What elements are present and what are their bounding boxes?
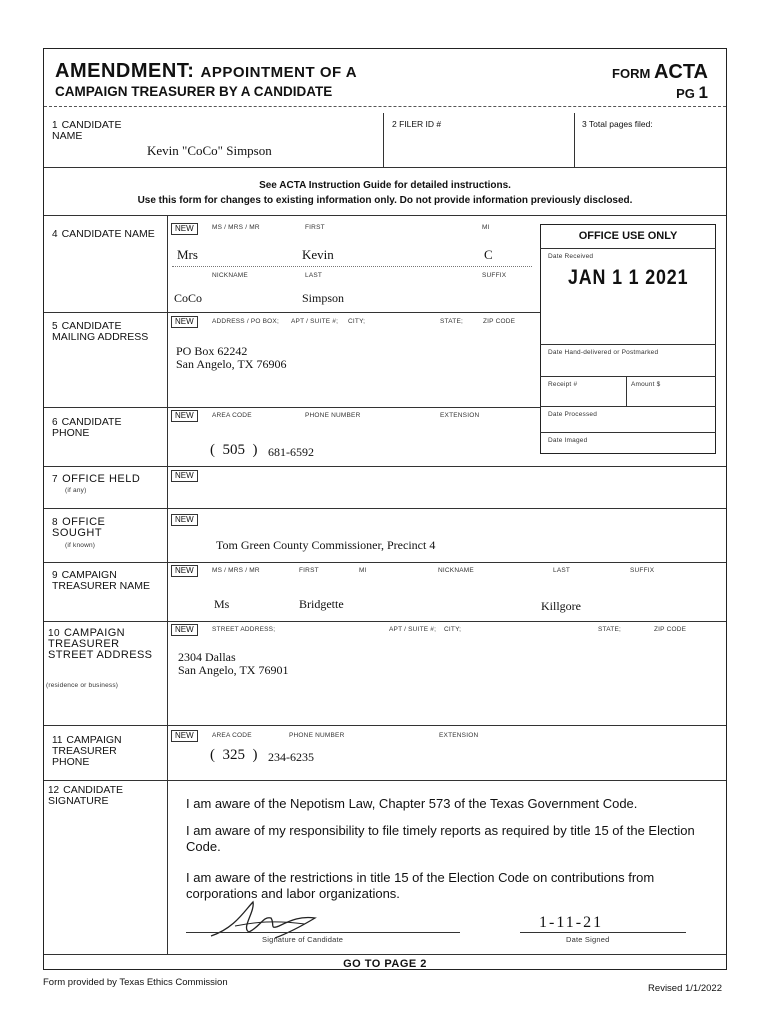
sub-nickname: NICKNAME bbox=[212, 272, 248, 279]
section9-label: 9 CAMPAIGN TREASURER NAME bbox=[52, 569, 151, 592]
sub-phone: PHONE NUMBER bbox=[305, 412, 361, 419]
section11-label: 11 CAMPAIGN TREASURER PHONE bbox=[52, 734, 122, 768]
contributions-declaration: I am aware of the restrictions in title 15 of the Election Code on contributions from corporations and labor organizations. bbox=[186, 870, 655, 901]
candidate-title-value: Mrs bbox=[177, 247, 198, 262]
divider bbox=[172, 266, 532, 267]
treasurer-last-value: Killgore bbox=[541, 599, 581, 613]
sub-last: LAST bbox=[553, 567, 571, 574]
sub-last: LAST bbox=[305, 272, 323, 279]
treasurer-phone-area: ( 325 ) bbox=[210, 747, 258, 763]
candidate-name-value: Kevin "CoCo" Simpson bbox=[147, 143, 272, 158]
total-pages-label: 3 Total pages filed: bbox=[582, 119, 653, 129]
sub-title: MS / MRS / MR bbox=[212, 224, 260, 231]
processed-label: Date Processed bbox=[548, 411, 598, 418]
candidate-name-label: 1 CANDIDATE NAME bbox=[52, 119, 122, 142]
received-stamp: JAN 1 1 2021 bbox=[568, 266, 689, 289]
date-signed-caption: Date Signed bbox=[566, 935, 610, 944]
divider bbox=[44, 466, 726, 467]
timely-reports-declaration: I am aware of my responsibility to file timely reports as required by title 15 of the Election Code. bbox=[186, 823, 695, 854]
divider bbox=[540, 432, 716, 433]
sub-title: MS / MRS / MR bbox=[212, 567, 260, 574]
sub-zip: ZIP CODE bbox=[483, 318, 516, 325]
divider bbox=[383, 113, 384, 167]
sub-first: FIRST bbox=[305, 224, 325, 231]
divider bbox=[44, 167, 726, 168]
header-divider bbox=[44, 106, 726, 107]
sub-city: CITY; bbox=[444, 626, 462, 633]
new-checkbox[interactable]: NEW bbox=[171, 410, 198, 422]
footer-provided: Form provided by Texas Ethics Commission bbox=[43, 977, 228, 988]
candidate-phone-area: ( 505 ) bbox=[210, 442, 258, 458]
form-subtitle: CAMPAIGN TREASURER BY A CANDIDATE bbox=[55, 84, 333, 99]
section6-label: 6 CANDIDATE PHONE bbox=[52, 416, 122, 439]
divider bbox=[540, 406, 716, 407]
sub-area-code: AREA CODE bbox=[212, 732, 252, 739]
sub-first: FIRST bbox=[299, 567, 319, 574]
divider bbox=[186, 932, 460, 933]
sub-nickname: NICKNAME bbox=[438, 567, 474, 574]
sub-apt: APT / SUITE #; bbox=[389, 626, 437, 633]
filer-id-label: 2 FILER ID # bbox=[392, 119, 442, 129]
section4-label: 4 CANDIDATE NAME bbox=[52, 228, 155, 240]
receipt-label: Receipt # bbox=[548, 381, 578, 388]
section8-label: 8 OFFICE SOUGHT bbox=[52, 516, 106, 539]
treasurer-address-line1: 2304 Dallas bbox=[178, 650, 236, 664]
nepotism-declaration: I am aware of the Nepotism Law, Chapter 573 of the Texas Government Code. bbox=[186, 796, 638, 811]
footer-revised: Revised 1/1/2022 bbox=[648, 983, 722, 994]
sub-mi: MI bbox=[482, 224, 490, 231]
treasurer-first-value: Bridgette bbox=[299, 597, 344, 611]
divider bbox=[574, 113, 575, 167]
section12-label: 12 CANDIDATE SIGNATURE bbox=[48, 784, 124, 807]
sub-suffix: SUFFIX bbox=[630, 567, 655, 574]
new-checkbox[interactable]: NEW bbox=[171, 730, 198, 742]
section10-sub: (residence or business) bbox=[46, 682, 119, 689]
divider bbox=[44, 562, 726, 563]
sub-mi: MI bbox=[359, 567, 367, 574]
section5-label: 5 CANDIDATE MAILING ADDRESS bbox=[52, 320, 149, 343]
signature-caption: Signature of Candidate bbox=[262, 935, 344, 944]
section7-sub: (if any) bbox=[65, 487, 87, 494]
hand-delivered-label: Date Hand-delivered or Postmarked bbox=[548, 349, 659, 356]
amount-label: Amount $ bbox=[631, 381, 661, 388]
new-checkbox[interactable]: NEW bbox=[171, 624, 198, 636]
divider bbox=[540, 344, 716, 345]
sub-address: ADDRESS / PO BOX; bbox=[212, 318, 279, 325]
office-use-title: OFFICE USE ONLY bbox=[578, 230, 678, 242]
divider bbox=[44, 621, 726, 622]
go-to-page-2: GO TO PAGE 2 bbox=[343, 958, 427, 970]
sub-street: STREET ADDRESS; bbox=[212, 626, 276, 633]
divider bbox=[520, 932, 686, 933]
new-checkbox[interactable]: NEW bbox=[171, 514, 198, 526]
divider bbox=[540, 376, 716, 377]
divider bbox=[540, 248, 716, 249]
divider bbox=[44, 407, 540, 408]
divider bbox=[44, 725, 726, 726]
section7-label: 7 OFFICE HELD bbox=[52, 473, 141, 485]
sub-area-code: AREA CODE bbox=[212, 412, 252, 419]
candidate-nickname-value: CoCo bbox=[174, 291, 203, 305]
new-checkbox[interactable]: NEW bbox=[171, 316, 198, 328]
candidate-mi-value: C bbox=[484, 247, 493, 262]
sub-zip: ZIP CODE bbox=[654, 626, 687, 633]
sub-state: STATE; bbox=[598, 626, 621, 633]
office-sought-value: Tom Green County Commissioner, Precinct 4 bbox=[216, 538, 436, 552]
divider bbox=[44, 954, 726, 955]
instructions-line2: Use this form for changes to existing information only. Do not provide information previously disclosed. bbox=[137, 195, 633, 206]
date-received-label: Date Received bbox=[548, 253, 594, 260]
form-code: FORM ACTA bbox=[612, 61, 708, 83]
section8-sub: (if known) bbox=[65, 542, 96, 549]
sub-city: CITY; bbox=[348, 318, 366, 325]
treasurer-title-value: Ms bbox=[214, 597, 230, 611]
new-checkbox[interactable]: NEW bbox=[171, 565, 198, 577]
sub-suffix: SUFFIX bbox=[482, 272, 507, 279]
divider bbox=[626, 376, 627, 406]
treasurer-phone-number: 234-6235 bbox=[268, 750, 314, 764]
candidate-phone-number: 681-6592 bbox=[268, 445, 314, 459]
sub-extension: EXTENSION bbox=[440, 412, 480, 419]
divider bbox=[44, 312, 540, 313]
divider bbox=[167, 215, 168, 955]
date-signed-value: 1-11-21 bbox=[539, 914, 604, 931]
section10-label: 10 CAMPAIGN TREASURER STREET ADDRESS bbox=[48, 627, 153, 661]
imaged-label: Date Imaged bbox=[548, 437, 588, 444]
divider bbox=[44, 215, 726, 216]
new-checkbox[interactable]: NEW bbox=[171, 223, 198, 235]
sub-phone: PHONE NUMBER bbox=[289, 732, 345, 739]
instructions-line1: See ACTA Instruction Guide for detailed instructions. bbox=[259, 180, 511, 191]
sub-extension: EXTENSION bbox=[439, 732, 479, 739]
divider bbox=[44, 780, 726, 781]
candidate-address-line2: San Angelo, TX 76906 bbox=[176, 357, 287, 371]
page-number: PG 1 bbox=[676, 83, 708, 102]
candidate-address-line1: PO Box 62242 bbox=[176, 344, 248, 358]
candidate-first-value: Kevin bbox=[302, 247, 334, 262]
new-checkbox[interactable]: NEW bbox=[171, 470, 198, 482]
sub-apt: APT / SUITE #; bbox=[291, 318, 339, 325]
divider bbox=[44, 508, 726, 509]
candidate-last-value: Simpson bbox=[302, 291, 345, 305]
form-title: AMENDMENT: APPOINTMENT OF A bbox=[55, 60, 358, 82]
sub-state: STATE; bbox=[440, 318, 463, 325]
treasurer-address-line2: San Angelo, TX 76901 bbox=[178, 663, 289, 677]
